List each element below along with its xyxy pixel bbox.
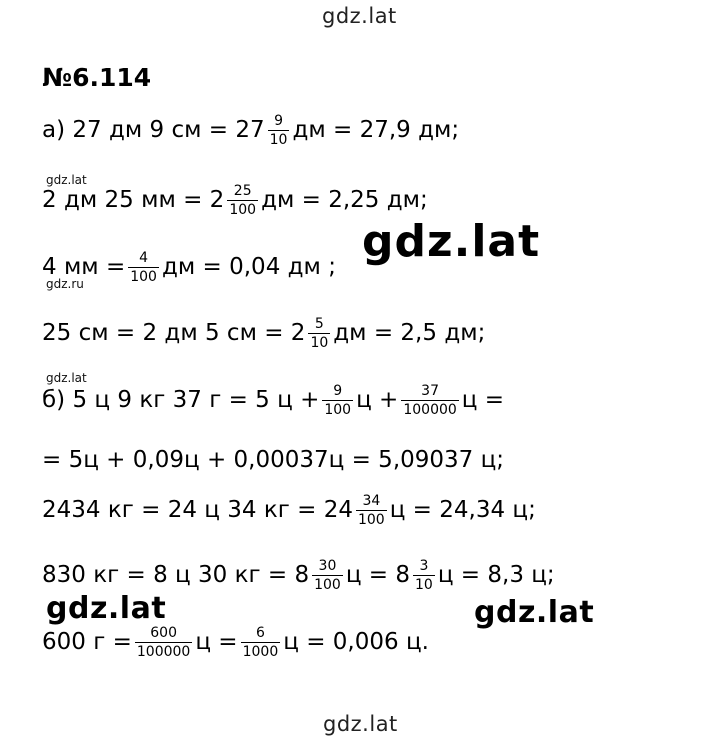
fraction-denominator: 100 [324, 402, 352, 419]
line-5-text-c: ц = [461, 387, 505, 414]
fraction-denominator: 100 [229, 202, 257, 219]
line-1-text-b: дм = 27,9 дм; [292, 117, 460, 144]
solution-line-5 [42, 383, 504, 418]
line-8-fraction-2 [413, 558, 435, 593]
fraction-denominator: 10 [269, 132, 288, 149]
problem-number: №6.114 [42, 63, 152, 92]
solution-line-2 [42, 183, 428, 218]
watermark-big: gdz.lat [362, 216, 541, 267]
fraction-denominator: 10 [415, 577, 433, 594]
watermark-small-2: gdz.ru [46, 277, 84, 291]
fraction-denominator: 100 [130, 269, 157, 286]
fraction-denominator: 100 [314, 577, 341, 594]
line-1-text-a: а) 27 дм 9 см = 27 [42, 117, 265, 144]
fraction-numerator: 25 [233, 183, 252, 199]
watermark-small-1: gdz.lat [46, 173, 87, 187]
line-9-text-b: ц = [195, 629, 238, 656]
line-8-fraction-1 [312, 558, 343, 593]
solution-line-8 [42, 558, 555, 593]
line-8-text-b: ц = 8 [345, 562, 410, 589]
line-2-fraction [227, 183, 258, 218]
line-4-fraction [308, 316, 330, 351]
line-4-text-a: 25 см = 2 дм 5 см = 2 [42, 320, 306, 347]
line-6-text-a: = 5ц + 0,09ц + 0,00037ц = 5,09037 ц; [42, 446, 505, 473]
line-7-text-a: 2434 кг = 24 ц 34 кг = 24 [42, 497, 353, 524]
line-1-fraction [268, 113, 290, 148]
fraction-numerator: 9 [274, 113, 283, 129]
line-8-text-c: ц = 8,3 ц; [437, 562, 555, 589]
line-2-text-a: 2 дм 25 мм = 2 [42, 187, 225, 214]
line-7-fraction [356, 493, 387, 528]
line-3-text-b: дм = 0,04 дм ; [161, 254, 336, 281]
line-9-text-c: ц = 0,006 ц. [283, 629, 429, 656]
line-3-fraction [128, 250, 159, 285]
line-9-text-a: 600 г = [42, 629, 132, 656]
solution-line-1 [42, 113, 459, 148]
fraction-numerator: 6 [255, 625, 265, 641]
fraction-numerator: 37 [421, 383, 439, 399]
line-8-text-a: 830 кг = 8 ц 30 кг = 8 [42, 562, 310, 589]
fraction-denominator: 100000 [403, 402, 457, 419]
solution-line-9 [42, 625, 429, 660]
fraction-numerator: 30 [318, 558, 337, 574]
solution-line-6 [42, 446, 504, 474]
line-5-text-a: б) 5 ц 9 кг 37 г = 5 ц + [42, 387, 320, 414]
fraction-numerator: 600 [150, 625, 177, 641]
fraction-numerator: 3 [419, 558, 429, 574]
line-9-fraction-1 [135, 625, 192, 660]
line-4-text-b: дм = 2,5 дм; [333, 320, 486, 347]
line-5-text-b: ц + [356, 387, 399, 414]
watermark-bottom: gdz.lat [323, 712, 398, 736]
line-7-text-b: ц = 24,34 ц; [389, 497, 536, 524]
fraction-denominator: 100 [357, 512, 385, 529]
watermark-mid-left: gdz.lat [46, 591, 172, 626]
watermark-top: gdz.lat [322, 4, 397, 28]
watermark-small-3: gdz.lat [46, 371, 87, 385]
line-3-text-a: 4 мм = [42, 254, 126, 281]
line-5-fraction-2 [401, 383, 458, 418]
fraction-numerator: 9 [333, 383, 343, 399]
fraction-numerator: 34 [362, 493, 381, 509]
solution-line-7 [42, 493, 536, 528]
line-2-text-b: дм = 2,25 дм; [261, 187, 428, 214]
fraction-numerator: 4 [139, 250, 149, 266]
line-9-fraction-2 [241, 625, 281, 660]
fraction-denominator: 1000 [242, 644, 279, 661]
fraction-numerator: 5 [314, 316, 324, 332]
solution-line-4 [42, 316, 485, 351]
line-5-fraction-1 [322, 383, 353, 418]
fraction-denominator: 100000 [136, 644, 191, 661]
watermark-mid-right: gdz.lat [474, 595, 600, 630]
solution-line-3 [42, 250, 336, 285]
fraction-denominator: 10 [310, 335, 329, 352]
